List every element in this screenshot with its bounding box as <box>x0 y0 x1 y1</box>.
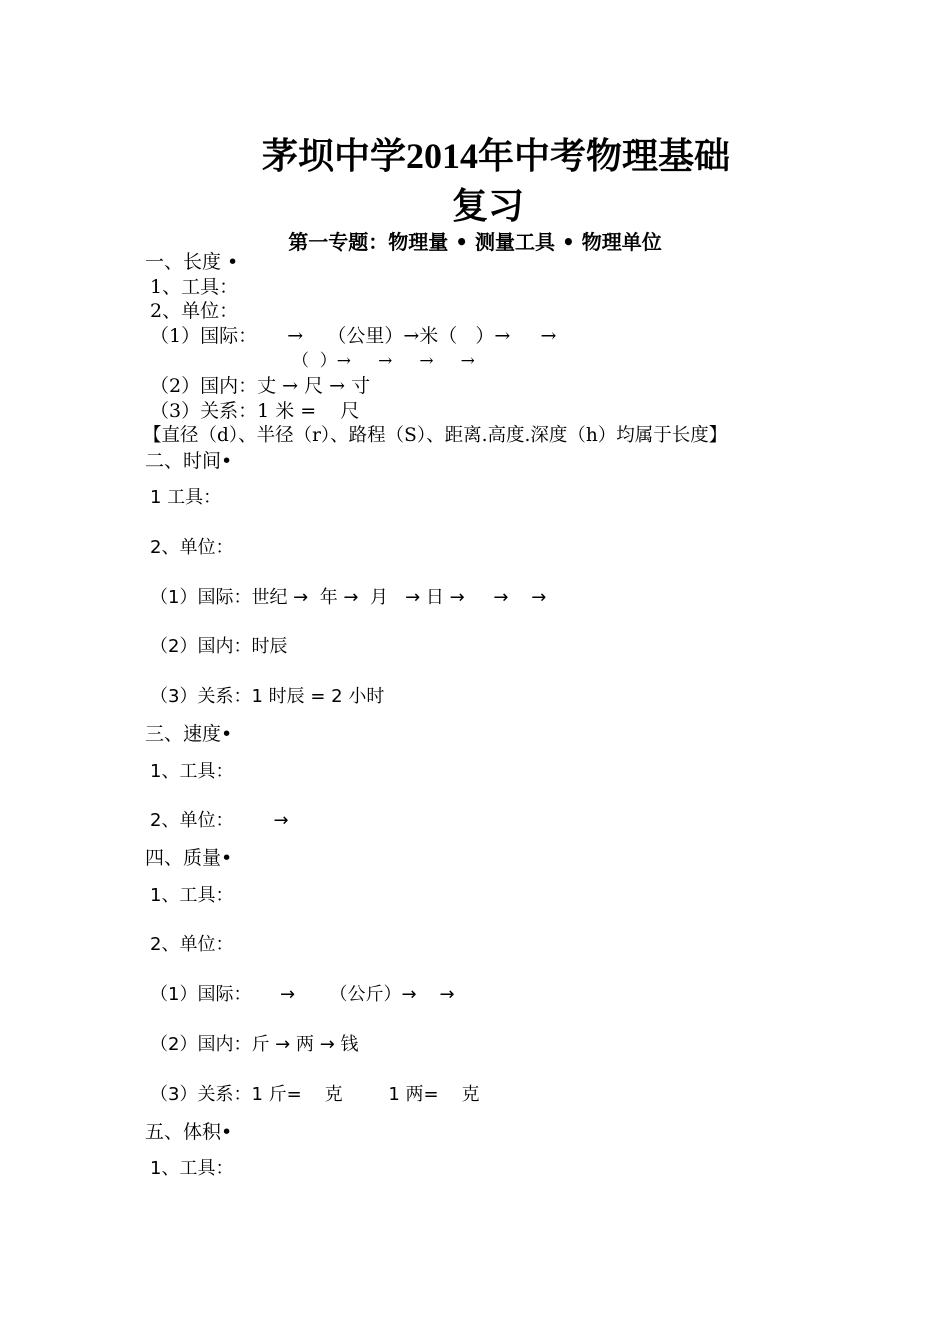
length-tool: 1、工具： <box>150 276 239 298</box>
length-domestic: （2）国内：丈 → 尺 → 寸 <box>150 375 371 397</box>
volume-tool: 1、工具： <box>150 1158 234 1179</box>
speed-unit: 2、单位： → <box>150 810 289 831</box>
length-heading: 一、长度 • <box>145 251 239 273</box>
mass-relation: （3）关系：1 斤= 克 1 两= 克 <box>150 1084 480 1105</box>
page-subtitle: 第一专题：物理量 • 测量工具 • 物理单位 <box>288 230 662 254</box>
volume-heading: 五、体积• <box>145 1121 233 1143</box>
length-intl-a: （1）国际： → （公里）→米（ ）→ → <box>150 325 557 347</box>
time-relation: （3）关系：1 时辰 = 2 小时 <box>150 686 385 707</box>
mass-heading: 四、质量• <box>145 847 233 869</box>
time-unit: 2、单位： <box>150 537 234 558</box>
speed-heading: 三、速度• <box>145 723 233 745</box>
length-note: 【直径（d）、半径（r）、路程（S）、距离.高度.深度（h）均属于长度】 <box>143 425 728 446</box>
speed-tool: 1、工具： <box>150 761 234 782</box>
mass-tool: 1、工具： <box>150 885 234 906</box>
length-unit: 2、单位： <box>150 300 239 322</box>
time-intl: （1）国际：世纪 → 年 → 月 → 日 → → → <box>150 587 547 608</box>
mass-domestic: （2）国内：斤 → 两 → 钱 <box>150 1034 359 1055</box>
length-relation: （3）关系：1 米 = 尺 <box>150 400 360 422</box>
time-domestic: （2）国内：时辰 <box>150 636 288 657</box>
page-title-line2: 复习 <box>452 186 525 226</box>
page-title-line1: 茅坝中学2014年中考物理基础 <box>262 136 731 176</box>
mass-unit: 2、单位： <box>150 934 234 955</box>
length-intl-b: （ ）→ → → → <box>292 351 475 371</box>
time-tool: 1 工具： <box>150 487 222 508</box>
time-heading: 二、时间• <box>145 450 233 472</box>
mass-intl: （1）国际： → （公斤）→ → <box>150 984 455 1005</box>
